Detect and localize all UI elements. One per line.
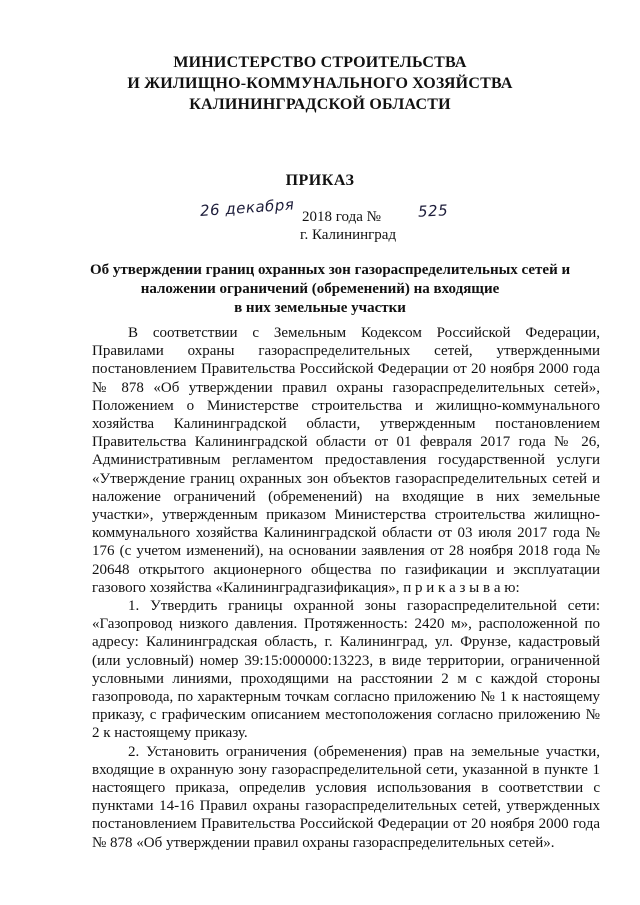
ministry-line-2: И ЖИЛИЩНО-КОММУНАЛЬНОГО ХОЗЯЙСТВА xyxy=(127,75,513,92)
order-date-line xyxy=(199,195,500,226)
order-title: ПРИКАЗ xyxy=(285,172,355,189)
handwritten-date: 26 декабря xyxy=(199,195,295,220)
ministry-line-3: КАЛИНИНГРАДСКОЙ ОБЛАСТИ xyxy=(189,96,451,113)
order-subject xyxy=(90,261,571,318)
preamble-paragraph: В соответствии с Земельным Кодексом Российской Федерации, Правилами охраны газораспределительных сетей, утвержденными постановлением Правительства Российской Федерации от 20 ноября 2000 года № 878 «Об утверждении правил охраны газораспределительных сетей», Положением о Министерстве строительства и жилищно-коммунального хозяйства Калининградской области, утвержденным постановлением Правительства Калининградской области от 01 февраля 2017 года № 26, Административным регламентом предоставления государственной услуги «Утверждение границ охранных зон объектов газораспределительных сетей и наложение ограничений (обременений) на входящие в них земельные участки», утвержденным приказом Министерства строительства жилищно-коммунального хозяйства Калининградской области от 03 июля 2017 года № 176 (с учетом изменений), на основании заявления от 28 ноября 2018 года № 20648 открытого акционерного общества по газификации и эксплуатации газового хозяйства «Калининградгазификация», п р и к а з ы в а ю: xyxy=(92,325,600,596)
item-2-paragraph: 2. Установить ограничения (обременения) прав на земельные участки, входящие в охранную зону газораспределительной сети, указанной в пункте 1 настоящего приказа, определив условия использования в соответствии с пунктами 14-16 Правил охраны газораспределительных сетей, утвержденных постановлением Правительства Российской Федерации от 20 ноября 2000 года № 878 «Об утверждении правил охраны газораспределительных сетей». xyxy=(92,743,600,851)
subject-line-3: в них земельные участки xyxy=(234,300,406,316)
order-body xyxy=(92,324,600,852)
order-city: г. Калининград xyxy=(300,227,397,243)
printed-date-text: 2018 года № xyxy=(302,209,381,225)
subject-line-2: наложении ограничений (обременений) на входящие xyxy=(140,281,500,297)
ministry-line-1: МИНИСТЕРСТВО СТРОИТЕЛЬСТВА xyxy=(173,54,467,71)
item-1-paragraph: 1. Утвердить границы охранной зоны газораспределительной сети: «Газопровод низкого давления. Протяженность: 2420 м», расположенной по адресу: Калининградская область, г. Калининград, ул. Фрунзе, кадастровый (или условный) номер 39:15:000000:13223, в виде территории, ограниченной условными линиями, проходящими на расстоянии 2 м с каждой стороны газопровода, по характерным точкам согласно приложению № 1 к настоящему приказу, с графическим описанием местоположения согласно приложению № 2 к настоящему приказу. xyxy=(92,598,600,742)
subject-line-1: Об утверждении границ охранных зон газораспределительных сетей и xyxy=(90,262,571,278)
ministry-header xyxy=(0,52,640,115)
handwritten-order-number: 525 xyxy=(417,201,449,221)
